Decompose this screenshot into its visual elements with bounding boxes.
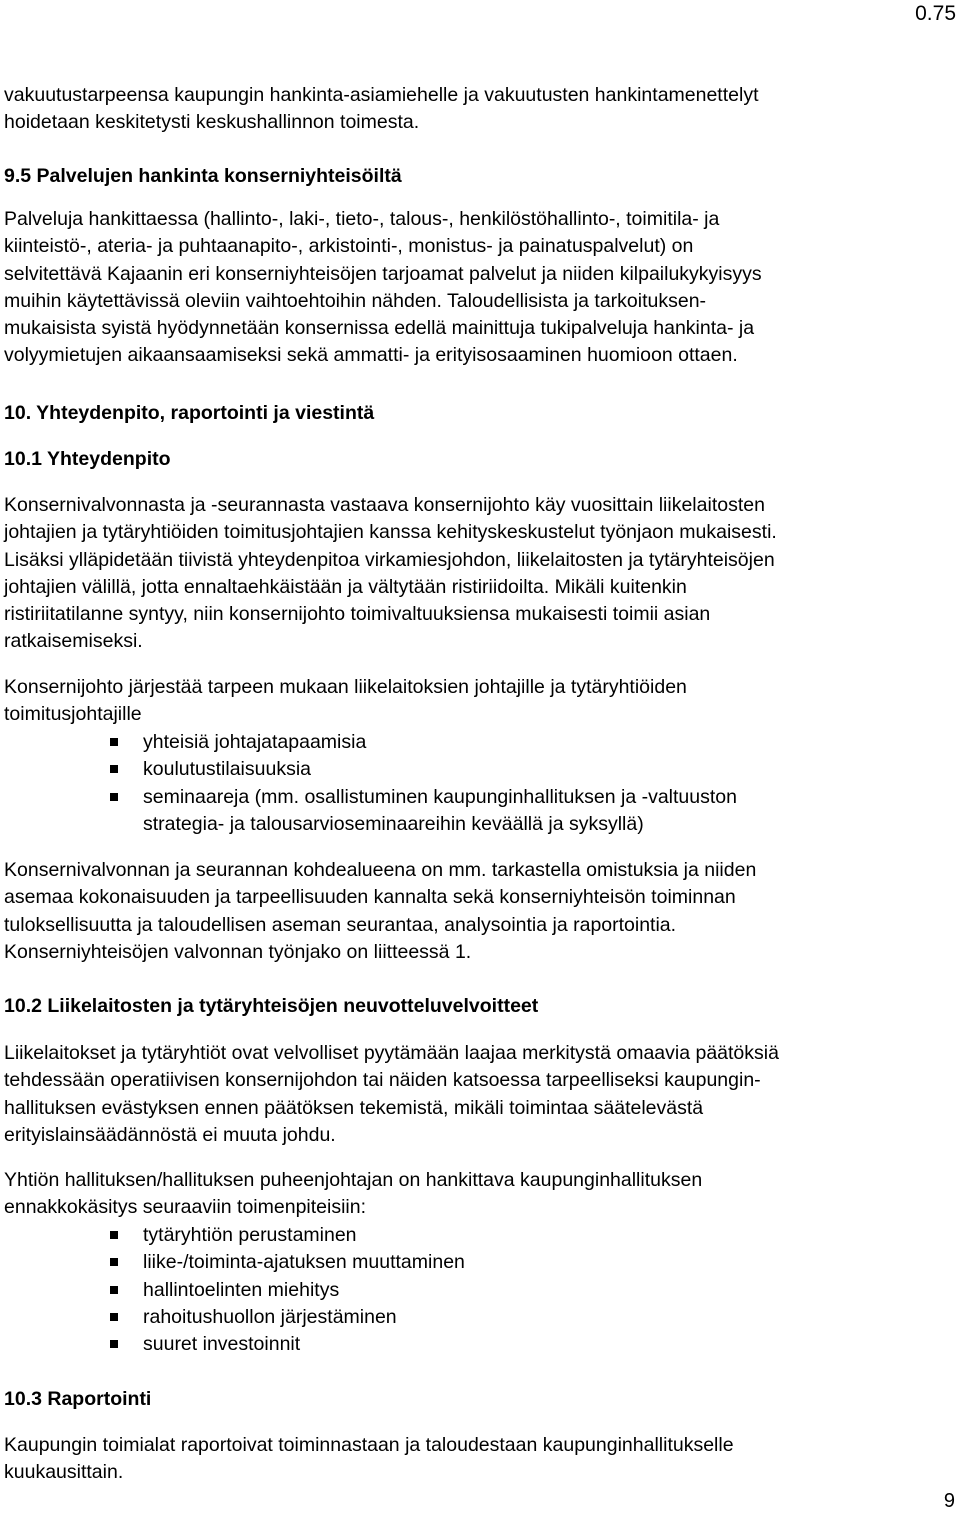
text-line: mukaisista syistä hyödynnetään konsernissa edellä mainittuja tukipalveluja hankinta- ja (4, 317, 755, 340)
section-10-1-paragraph-3 (4, 857, 756, 966)
text-line: muihin käytettävissä oleviin vaihtoehtoihin nähden. Taloudellisista ja tarkoituksen- (4, 289, 707, 312)
section-9-5-heading: 9.5 Palvelujen hankinta konserniyhteisöiltä (4, 165, 402, 187)
section-10-1-paragraph-1 (4, 492, 777, 656)
text-line: Lisäksi ylläpidetään tiivistä yhteydenpitoa virkamiesjohdon, liikelaitosten ja tytäryhteisöjen (4, 548, 775, 571)
text-line: ristiriitatilanne syntyy, niin konsernijohto toimivaltuuksiensa mukaisesti toimii asian (4, 603, 711, 626)
list-item (0, 1222, 465, 1249)
list-item (0, 1277, 465, 1304)
text-line: Konsernijohto järjestää tarpeen mukaan liikelaitoksien johtajille ja tytäryhtiöiden (4, 676, 687, 698)
text-line: Yhtiön hallituksen/hallituksen puheenjohtajan on hankittava kaupunginhallituksen (4, 1169, 703, 1191)
version-number: 0.75 (915, 2, 956, 25)
list-item (0, 729, 737, 756)
square-bullet-icon (110, 1231, 118, 1239)
text-line: Konsernivalvonnasta ja -seurannasta vastaava konsernijohto käy vuosittain liikelaitosten (4, 494, 765, 516)
list-item-text: tytäryhtiön perustaminen (143, 1224, 357, 1246)
section-10-2-paragraph-2 (4, 1167, 702, 1222)
list-item-text: suuret investoinnit (143, 1333, 301, 1356)
list-item-text: liike-/toiminta-ajatuksen muuttaminen (143, 1251, 465, 1274)
square-bullet-icon (110, 1313, 118, 1321)
list-item (0, 1249, 465, 1276)
square-bullet-icon (110, 1340, 118, 1348)
text-line: Kaupungin toimialat raportoivat toiminnastaan ja taloudestaan kaupunginhallitukselle (4, 1434, 734, 1456)
list-item-text: hallintoelinten miehitys (143, 1278, 340, 1301)
section-10-3-paragraph (4, 1432, 734, 1487)
text-line: tehdessään operatiivisen konsernijohdon tai näiden katsoessa tarpeelliseksi kaupungin- (4, 1069, 761, 1092)
list-item (0, 756, 737, 783)
list-item-text: koulutustilaisuuksia (143, 758, 312, 781)
text-line: hallituksen evästyksen ennen päätöksen tekemistä, mikäli toimintaa säätelevästä (4, 1096, 704, 1119)
list-item (0, 784, 737, 839)
section-10-2-bullet-list (0, 1222, 465, 1358)
text-line: tuloksellisuutta ja taloudellisen aseman seurantaa, analysointia ja raportointia. (4, 913, 677, 936)
text-line: Palveluja hankittaessa (hallinto-, laki-, tieto-, talous-, henkilöstöhallinto-, toimitila- ja (4, 208, 720, 230)
page-number: 9 (943, 1490, 955, 1512)
square-bullet-icon (110, 765, 118, 773)
text-line: toimitusjohtajille (4, 703, 142, 726)
text-line: Liikelaitokset ja tytäryhtiöt ovat velvolliset pyytämään laajaa merkitystä omaavia päätöksiä (4, 1042, 779, 1064)
text-line: hoidetaan keskitetysti keskushallinnon toimesta. (4, 111, 420, 134)
square-bullet-icon (110, 1258, 118, 1266)
square-bullet-icon (110, 793, 118, 801)
section-10-heading: 10. Yhteydenpito, raportointi ja viestintä (4, 402, 375, 424)
square-bullet-icon (110, 738, 118, 746)
list-item-text: rahoitushuollon järjestäminen (143, 1305, 397, 1328)
text-line: selvitettävä Kajaanin eri konserniyhteisöjen tarjoamat palvelut ja niiden kilpailukykyisyys (4, 262, 762, 285)
section-9-5-paragraph (4, 206, 762, 370)
list-item (0, 1331, 465, 1358)
section-10-3-heading: 10.3 Raportointi (4, 1388, 152, 1410)
text-line: ennakkokäsitys seuraaviin toimenpiteisiin: (4, 1196, 367, 1219)
list-item-text: yhteisiä johtajatapaamisia (143, 731, 367, 753)
text-line: volyymietujen aikaansaamiseksi sekä ammatti- ja erityisosaaminen huomioon ottaen. (4, 344, 738, 367)
section-10-1-paragraph-2 (4, 674, 687, 729)
text-line: Konsernivalvonnan ja seurannan kohdealueena on mm. tarkastella omistuksia ja niiden (4, 859, 757, 881)
list-item-text: seminaareja (mm. osallistuminen kaupunginhallituksen ja -valtuuston (143, 785, 737, 808)
text-line: kuukausittain. (4, 1461, 124, 1484)
text-line: johtajien ja tytäryhtiöiden toimitusjohtajien kanssa kehityskeskustelut työnjaon mukaisesti. (4, 521, 777, 544)
list-item-text: strategia- ja talousarvioseminaareihin keväällä ja syksyllä) (143, 812, 644, 835)
intro-paragraph (4, 82, 759, 137)
section-10-2-heading: 10.2 Liikelaitosten ja tytäryhteisöjen neuvotteluvelvoitteet (4, 995, 539, 1017)
section-10-1-bullet-list (0, 729, 737, 838)
text-line: Konserniyhteisöjen valvonnan työnjako on liitteessä 1. (4, 940, 472, 963)
text-line: erityislainsäädännöstä ei muuta johdu. (4, 1123, 336, 1146)
text-line: kiinteistö-, ateria- ja puhtaanapito-, arkistointi-, monistus- ja painatuspalvelut) on (4, 235, 694, 258)
text-line: johtajien välillä, jotta ennaltaehkäistään ja vältytään ristiriidoilta. Mikäli kuitenkin (4, 575, 687, 598)
text-line: vakuutustarpeensa kaupungin hankinta-asiamiehelle ja vakuutusten hankintamenettelyt (4, 84, 759, 106)
text-line: asemaa kokonaisuuden ja tarpeellisuuden kannalta sekä konserniyhteisön toiminnan (4, 886, 736, 909)
section-10-1-heading: 10.1 Yhteydenpito (4, 448, 171, 470)
list-item (0, 1304, 465, 1331)
section-10-2-paragraph-1 (4, 1040, 779, 1149)
square-bullet-icon (110, 1286, 118, 1294)
text-line: ratkaisemiseksi. (4, 630, 143, 653)
